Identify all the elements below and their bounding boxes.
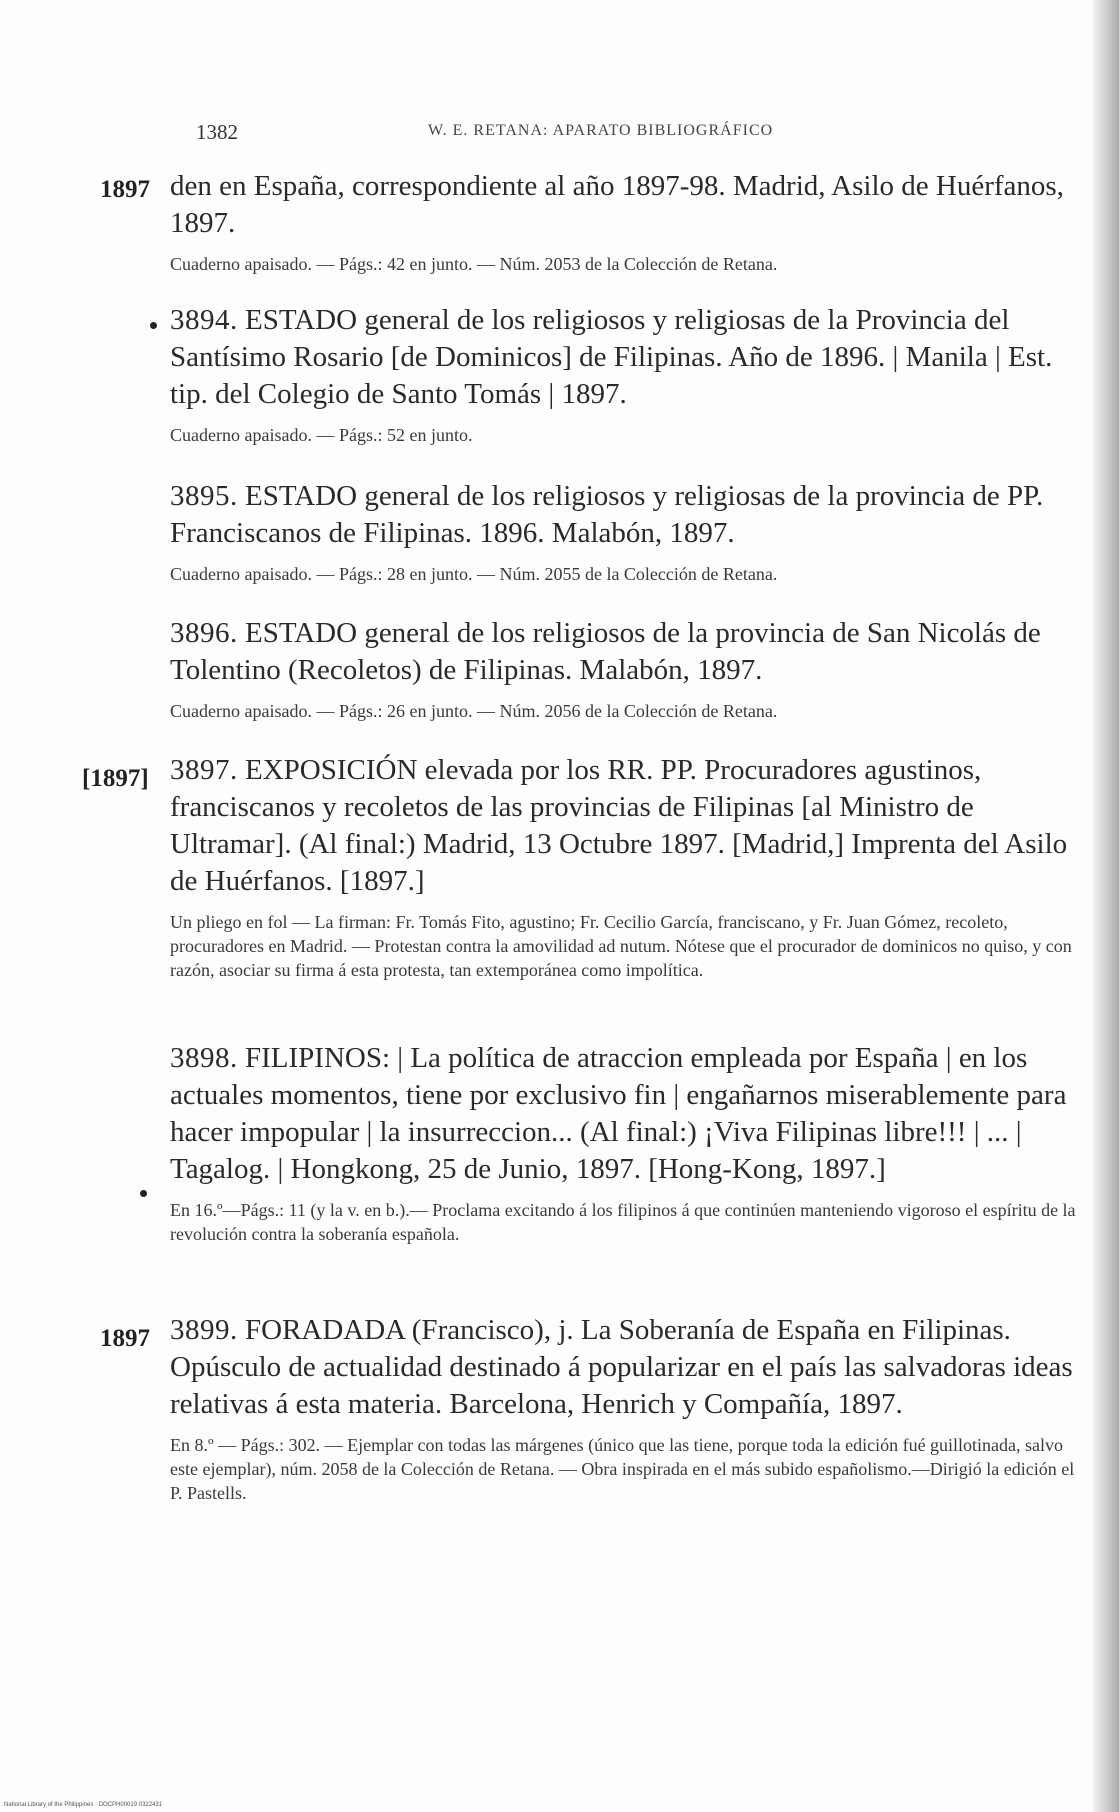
entry-text: EXPOSICIÓN elevada por los RR. PP. Procuradores agustinos, franciscanos y recoletos de las provincias de Filipinas [al Ministro de Ultramar]. (Al final:) Madrid, 13 Octubre 1897. [Madrid,] Imprenta del Asilo de Huérfanos. [1897.] (170, 754, 1068, 897)
entry-continuation (170, 168, 1082, 276)
entry-body (170, 615, 1082, 689)
entry-number: 3897. (170, 754, 238, 786)
entry-number: 3895. (170, 480, 238, 512)
entry-body (170, 752, 1082, 900)
running-head: W. E. RETANA: APARATO BIBLIOGRÁFICO (428, 122, 774, 139)
entry-body (170, 1040, 1082, 1188)
entry-3894 (170, 302, 1082, 447)
entry-year-intro: 1897 (100, 176, 150, 203)
bullet-mark (150, 322, 157, 329)
entry-note: Cuaderno apaisado. — Págs.: 52 en junto. (170, 425, 473, 445)
entry-year: [1897] (82, 765, 149, 792)
entry-text: ESTADO general de los religiosos de la provincia de San Nicolás de Tolentino (Recoletos) de Filipinas. Malabón, 1897. (170, 617, 1041, 686)
entry-body (170, 302, 1082, 413)
entry-body (170, 478, 1082, 552)
entry-text: ESTADO general de los religiosos y religiosas de la Provincia del Santísimo Rosario [de Dominicos] de Filipinas. Año de 1896. | Manila | Est. tip. del Colegio de Santo Tomás | 1897. (170, 304, 1053, 410)
entry-number: 3899. (170, 1314, 238, 1346)
entry-3898 (170, 1040, 1082, 1246)
entry-note: En 16.º—Págs.: 11 (y la v. en b.).— Proclama excitando á los filipinos á que continúen manteniendo vigoroso el espíritu de la revolución contra la soberanía española. (170, 1200, 1076, 1244)
entry-note: Cuaderno apaisado. — Págs.: 26 en junto. — Núm. 2056 de la Colección de Retana. (170, 701, 778, 721)
entry-note: Un pliego en fol — La firman: Fr. Tomás Fito, agustino; Fr. Cecilio García, franciscano, y Fr. Juan Gómez, recoleto, procuradores en Madrid. — Protestan contra la amovilidad ad nutum. Nótese que el procurador de dominicos no quiso, y con razón, asociar su firma á esta protesta, tan extemporánea como impolítica. (170, 912, 1072, 980)
scan-footer: National Library of the Philippines · DOCPH00019 0322431 (4, 1802, 163, 1808)
entry-note: Cuaderno apaisado. — Págs.: 42 en junto. — Núm. 2053 de la Colección de Retana. (170, 254, 778, 274)
entry-text: FILIPINOS: | La política de atraccion empleada por España | en los actuales momentos, tiene por exclusivo fin | engañarnos miserablemente para hacer impopular | la insurreccion... (Al final:) ¡Viva Filipinas libre!!! | ... | Tagalog. | Hongkong, 25 de Junio, 1897. [Hong-Kong, 1897.] (170, 1042, 1067, 1185)
entry-3896 (170, 615, 1082, 723)
entry-note: Cuaderno apaisado. — Págs.: 28 en junto. — Núm. 2055 de la Colección de Retana. (170, 564, 778, 584)
page-number: 1382 (196, 120, 238, 144)
page-header (196, 120, 1076, 144)
entry-number: 3896. (170, 617, 238, 649)
entry-body (170, 1312, 1082, 1423)
entry-3895 (170, 478, 1082, 586)
entry-3897 (170, 752, 1082, 982)
entry-year: 1897 (100, 1325, 150, 1352)
entry-text: FORADADA (Francisco), j. La Soberanía de España en Filipinas. Opúsculo de actualidad destinado á popularizar en el país las salvadoras ideas relativas á esta materia. Barcelona, Henrich y Compañía, 1897. (170, 1314, 1073, 1420)
entry-text: ESTADO general de los religiosos y religiosas de la provincia de PP. Franciscanos de Filipinas. 1896. Malabón, 1897. (170, 480, 1044, 549)
entry-3899 (170, 1312, 1082, 1505)
bullet-mark (140, 1190, 147, 1197)
entry-number: 3894. (170, 304, 238, 336)
entry-text: den en España, correspondiente al año 1897-98. Madrid, Asilo de Huérfanos, 1897. (170, 170, 1064, 239)
entry-number: 3898. (170, 1042, 238, 1074)
entry-note: En 8.º — Págs.: 302. — Ejemplar con todas las márgenes (único que las tiene, porque toda la edición fué guillotinada, salvo este ejemplar), núm. 2058 de la Colección de Retana. — Obra inspirada en el más subido españolismo.—Dirigió la edición el P. Pastells. (170, 1435, 1075, 1503)
page-edge-shadow (1093, 0, 1119, 1812)
